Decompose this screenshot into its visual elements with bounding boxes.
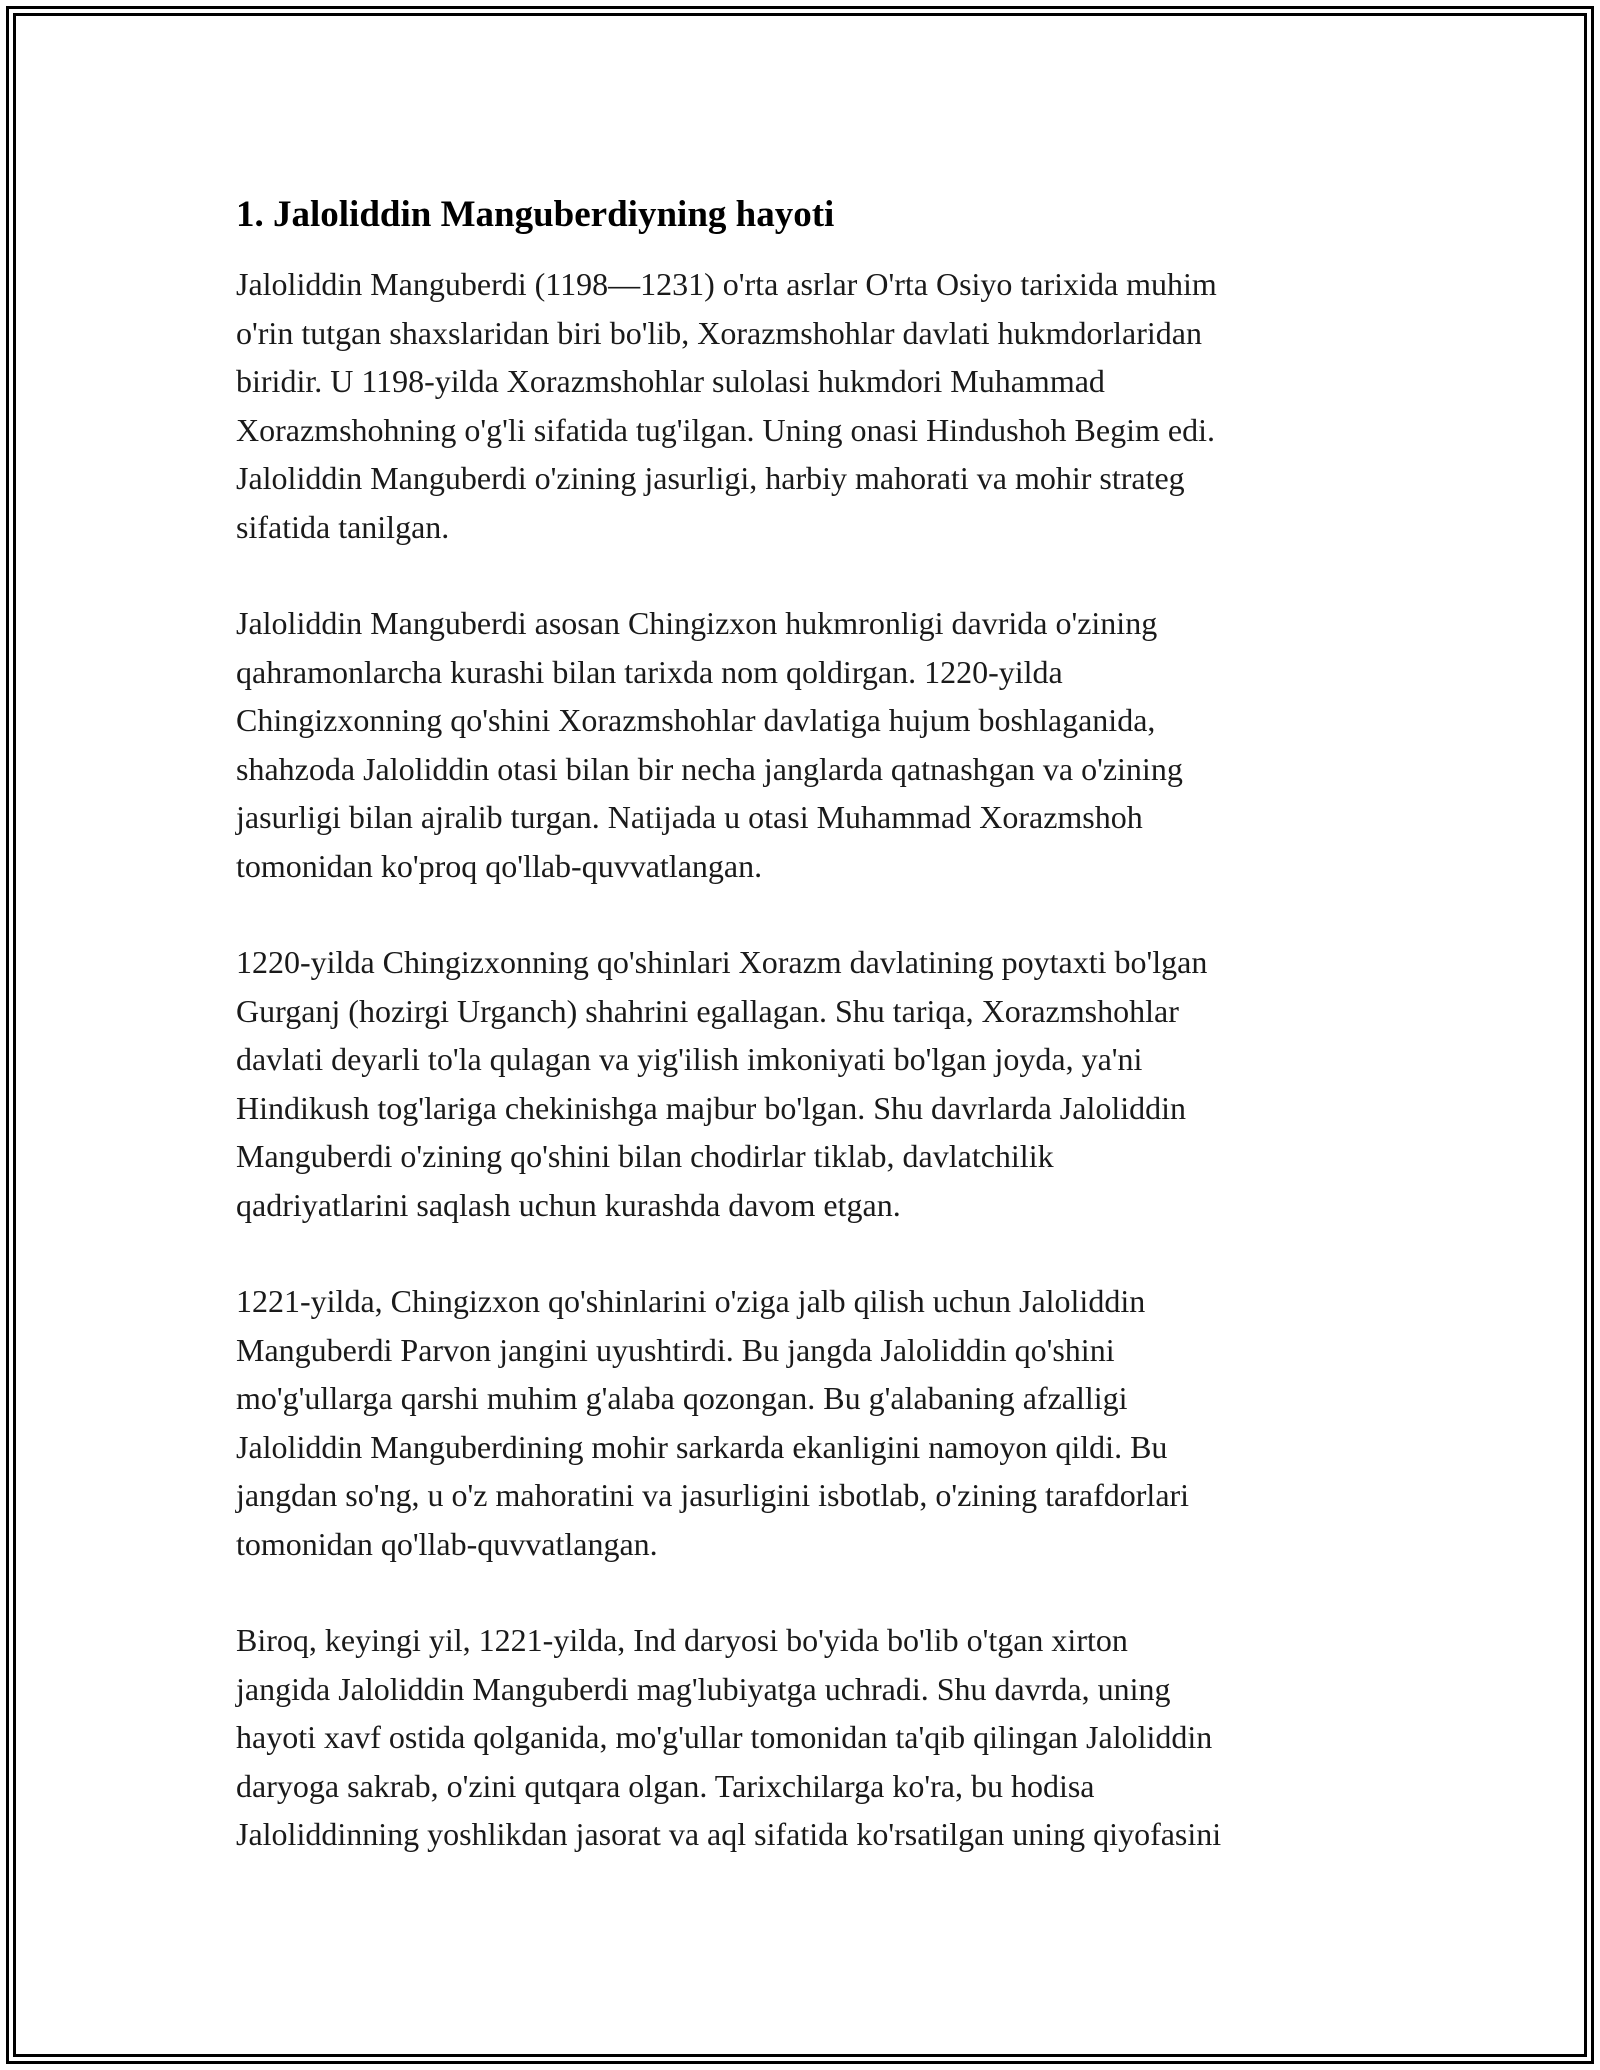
- text-line: davlati deyarli to'la qulagan va yig'ilish imkoniyati bo'lgan joyda, ya'ni: [236, 1041, 1143, 1077]
- text-line: Jaloliddin Manguberdi asosan Chingizxon hukmronligi davrida o'zining: [236, 605, 1158, 641]
- text-line: Manguberdi Parvon jangini uyushtirdi. Bu jangda Jaloliddin qo'shini: [236, 1331, 1115, 1368]
- text-line: Gurganj (hozirgi Urganch) shahrini egallagan. Shu tariqa, Xorazmshohlar: [236, 992, 1179, 1029]
- paragraph-5: [236, 1616, 1366, 1859]
- text-line: qahramonlarcha kurashi bilan tarixda nom qoldirgan. 1220-yilda: [236, 653, 1063, 690]
- text-line: tomonidan ko'proq qo'llab-quvvatlangan.: [236, 847, 763, 884]
- text-line: shahzoda Jaloliddin otasi bilan bir necha janglarda qatnashgan va o'zining: [236, 750, 1183, 787]
- text-line: Biroq, keyingi yil, 1221-yilda, Ind daryosi bo'yida bo'lib o'tgan xirton: [236, 1622, 1128, 1658]
- text-line: daryoga sakrab, o'zini qutqara olgan. Tarixchilarga ko'ra, bu hodisa: [236, 1767, 1095, 1804]
- paragraph-2: [236, 599, 1366, 890]
- text-line: jasurligi bilan ajralib turgan. Natijada u otasi Muhammad Xorazmshoh: [236, 799, 1143, 835]
- text-line: jangida Jaloliddin Manguberdi mag'lubiyatga uchradi. Shu davrda, uning: [236, 1670, 1171, 1707]
- text-line: Jaloliddin Manguberdining mohir sarkarda ekanligini namoyon qildi. Bu: [236, 1428, 1168, 1465]
- text-line: jangdan so'ng, u o'z mahoratini va jasurligini isbotlab, o'zining tarafdorlari: [236, 1477, 1190, 1513]
- text-line: 1220-yilda Chingizxonning qo'shinlari Xorazm davlatining poytaxti bo'lgan: [236, 944, 1208, 980]
- paragraph-3: [236, 938, 1366, 1229]
- text-line: Chingizxonning qo'shini Xorazmshohlar davlatiga hujum boshlaganida,: [236, 702, 1156, 738]
- text-line: biridir. U 1198-yilda Xorazmshohlar sulolasi hukmdori Muhammad: [236, 363, 1105, 399]
- section-heading: 1. Jaloliddin Manguberdiyning hayoti: [236, 194, 835, 235]
- text-line: Hindikush tog'lariga chekinishga majbur bo'lgan. Shu davrlarda Jaloliddin: [236, 1089, 1187, 1126]
- text-line: Jaloliddinning yoshlikdan jasorat va aql sifatida ko'rsatilgan uning qiyofasini: [236, 1816, 1222, 1852]
- text-line: Jaloliddin Manguberdi o'zining jasurligi, harbiy mahorati va mohir strateg: [236, 460, 1185, 496]
- text-line: Xorazmshohning o'g'li sifatida tug'ilgan. Uning onasi Hindushoh Begim edi.: [236, 411, 1215, 448]
- text-line: Jaloliddin Manguberdi (1198—1231) o'rta asrlar O'rta Osiyo tarixida muhim: [236, 266, 1217, 302]
- text-line: Manguberdi o'zining qo'shini bilan chodirlar tiklab, davlatchilik: [236, 1138, 1054, 1174]
- text-line: qadriyatlarini saqlash uchun kurashda davom etgan.: [236, 1186, 901, 1223]
- paragraph-1: [236, 260, 1366, 551]
- text-line: tomonidan qo'llab-quvvatlangan.: [236, 1525, 658, 1562]
- document-body: [236, 190, 1366, 1907]
- text-line: mo'g'ullarga qarshi muhim g'alaba qozongan. Bu g'alabaning afzalligi: [236, 1380, 1128, 1416]
- text-line: 1221-yilda, Chingizxon qo'shinlarini o'ziga jalb qilish uchun Jaloliddin: [236, 1283, 1146, 1319]
- text-line: o'rin tutgan shaxslaridan biri bo'lib, Xorazmshohlar davlati hukmdorlaridan: [236, 314, 1202, 351]
- paragraph-4: [236, 1277, 1366, 1568]
- text-line: sifatida tanilgan.: [236, 508, 450, 545]
- text-line: hayoti xavf ostida qolganida, mo'g'ullar tomonidan ta'qib qilingan Jaloliddin: [236, 1719, 1213, 1755]
